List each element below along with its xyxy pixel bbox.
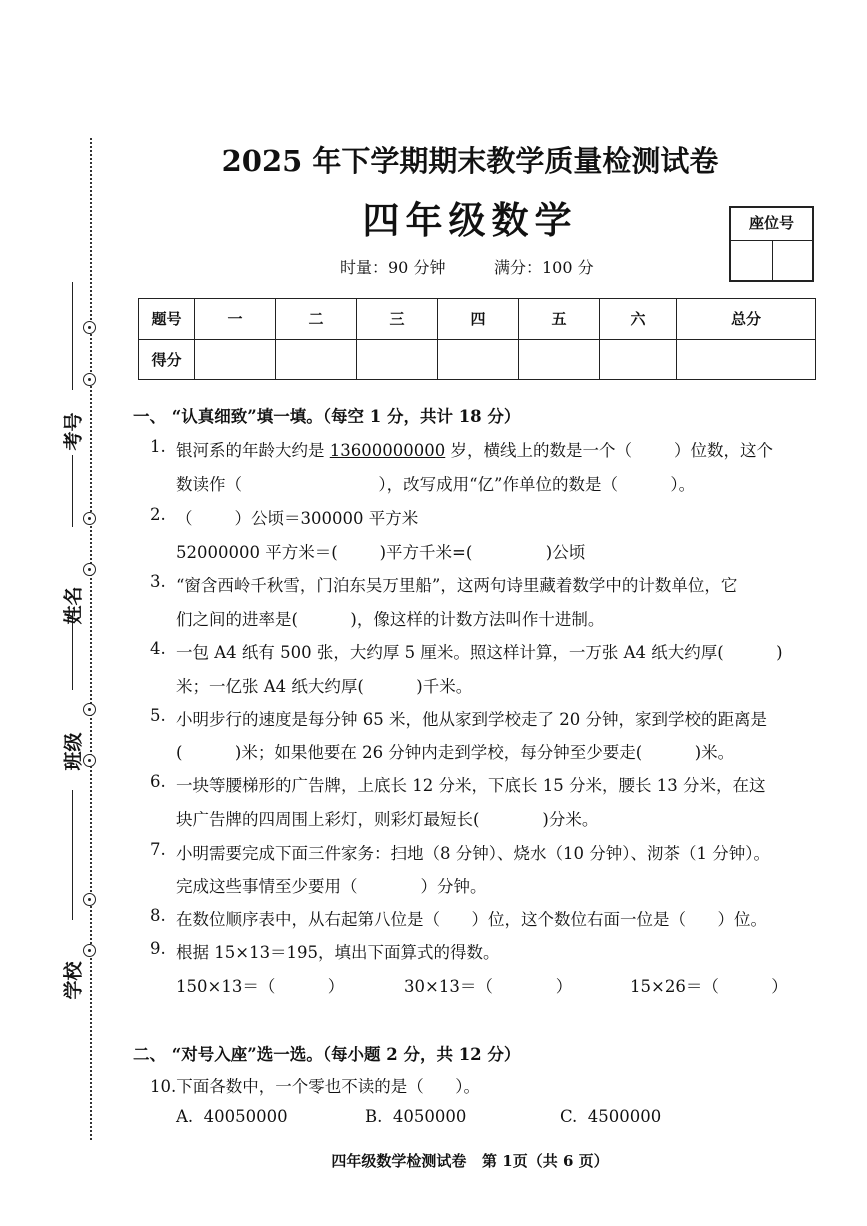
score-cell-blank: [195, 339, 276, 380]
score-cell-blank: [600, 339, 677, 380]
score-table-header-row: [139, 299, 816, 340]
seat-number-box: [729, 206, 814, 282]
q10-line-1: 10.下面各数中，一个零也不读的是（ ）。: [150, 1077, 480, 1096]
binding-hole-icon: [83, 373, 96, 386]
score-cell-header: 四: [438, 299, 519, 340]
full-score: 满分：100 分: [494, 258, 594, 277]
seat-number-label: 座位号: [731, 208, 812, 241]
q9-number: 9.: [150, 939, 166, 958]
score-cell-header: 五: [519, 299, 600, 340]
q3-number: 3.: [150, 572, 166, 591]
score-cell-header: 六: [600, 299, 677, 340]
score-cell-header: 一: [195, 299, 276, 340]
q10-option-c: C. 4500000: [560, 1107, 662, 1126]
q6-number: 6.: [150, 772, 166, 791]
margin-field-line: [72, 455, 73, 527]
q4-line-2: 米；一亿张 A4 纸大约厚( )千米。: [176, 677, 473, 696]
q1-number: 1.: [150, 437, 166, 456]
q9-calc-3: 15×26＝（ ）: [630, 977, 788, 996]
margin-label-exam-number: 考号: [62, 412, 85, 451]
q5-line-1: 小明步行的速度是每分钟 65 米，他从家到学校走了 20 分钟，家到学校的距离是: [176, 710, 767, 729]
score-cell-label: 题号: [139, 299, 195, 340]
q10-option-b: B. 4050000: [365, 1107, 467, 1126]
seat-number-divider: [772, 240, 773, 280]
binding-dotted-line: [90, 138, 92, 1140]
score-cell-header: 总分: [677, 299, 816, 340]
section-2-title: 二、 “对号入座”选一选。（每小题 2 分，共 12 分）: [133, 1045, 521, 1064]
q7-number: 7.: [150, 840, 166, 859]
binding-hole-icon: [83, 321, 96, 334]
section-1-title: 一、 “认真细致”填一填。（每空 1 分，共计 18 分）: [133, 407, 521, 426]
q9-line-1: 根据 15×13＝195，填出下面算式的得数。: [176, 943, 500, 962]
q2-line-2: 52000000 平方米＝( )平方千米=( )公顷: [176, 543, 586, 562]
score-cell-blank: [276, 339, 357, 380]
margin-label-class: 班级: [62, 732, 85, 771]
q4-number: 4.: [150, 639, 166, 658]
score-cell-header: 三: [357, 299, 438, 340]
time-limit: 时量：90 分钟: [340, 258, 446, 277]
q2-number: 2.: [150, 505, 166, 524]
q1-line-1: [176, 437, 773, 461]
score-table: [138, 298, 816, 380]
score-cell-label: 得分: [139, 339, 195, 380]
q10-option-a: A. 40050000: [176, 1107, 288, 1126]
q1-line-2: 数读作（ ），改写成用“亿”作单位的数是（ ）。: [176, 475, 696, 494]
q2-line-1: （ ）公顷＝300000 平方米: [176, 509, 419, 528]
binding-hole-icon: [83, 512, 96, 525]
score-cell-blank: [519, 339, 600, 380]
q8-number: 8.: [150, 906, 166, 925]
q5-line-2: ( )米；如果他要在 26 分钟内走到学校，每分钟至少要走( )米。: [176, 743, 735, 762]
score-cell-blank: [677, 339, 816, 380]
score-cell-header: 二: [276, 299, 357, 340]
binding-hole-icon: [83, 563, 96, 576]
q1-underlined-number: 13600000000: [329, 441, 446, 460]
q3-line-2: 们之间的进率是( )，像这样的计数方法叫作十进制。: [176, 610, 605, 629]
q7-line-1: 小明需要完成下面三件家务：扫地（8 分钟）、烧水（10 分钟）、沏茶（1 分钟）。: [176, 844, 770, 863]
q7-line-2: 完成这些事情至少要用（ ）分钟。: [176, 877, 487, 896]
binding-hole-icon: [83, 893, 96, 906]
q9-calc-1: 150×13＝（ ）: [176, 977, 345, 996]
q4-line-1: 一包 A4 纸有 500 张，大约厚 5 厘米。照这样计算，一万张 A4 纸大约厚( ): [176, 643, 783, 662]
subject-title: 四年级数学: [362, 199, 578, 242]
page-footer: 四年级数学检测试卷 第 1页（共 6 页）: [331, 1152, 609, 1170]
q1-text-b: 岁，横线上的数是一个（ ）位数，这个: [445, 441, 773, 460]
exam-title: 2025 年下学期期末教学质量检测试卷: [221, 144, 719, 178]
q8-line-1: 在数位顺序表中，从右起第八位是（ ）位，这个数位右面一位是（ ）位。: [176, 910, 767, 929]
q6-line-1: 一块等腰梯形的广告牌，上底长 12 分米，下底长 15 分米，腰长 13 分米，在这: [176, 776, 766, 795]
score-table-score-row: [139, 339, 816, 380]
q3-line-1: “窗含西岭千秋雪，门泊东吴万里船”，这两句诗里藏着数学中的计数单位，它: [176, 576, 738, 595]
score-cell-blank: [357, 339, 438, 380]
binding-hole-icon: [83, 944, 96, 957]
margin-field-line: [72, 790, 73, 920]
q6-line-2: 块广告牌的四周围上彩灯，则彩灯最短长( )分米。: [176, 810, 599, 829]
margin-label-name: 姓名: [62, 586, 85, 625]
margin-label-school: 学校: [62, 961, 85, 1000]
margin-field-line: [72, 282, 73, 390]
q5-number: 5.: [150, 706, 166, 725]
score-cell-blank: [438, 339, 519, 380]
q9-calc-2: 30×13＝（ ）: [404, 977, 573, 996]
binding-hole-icon: [83, 703, 96, 716]
q1-text-a: 银河系的年龄大约是: [176, 441, 330, 460]
